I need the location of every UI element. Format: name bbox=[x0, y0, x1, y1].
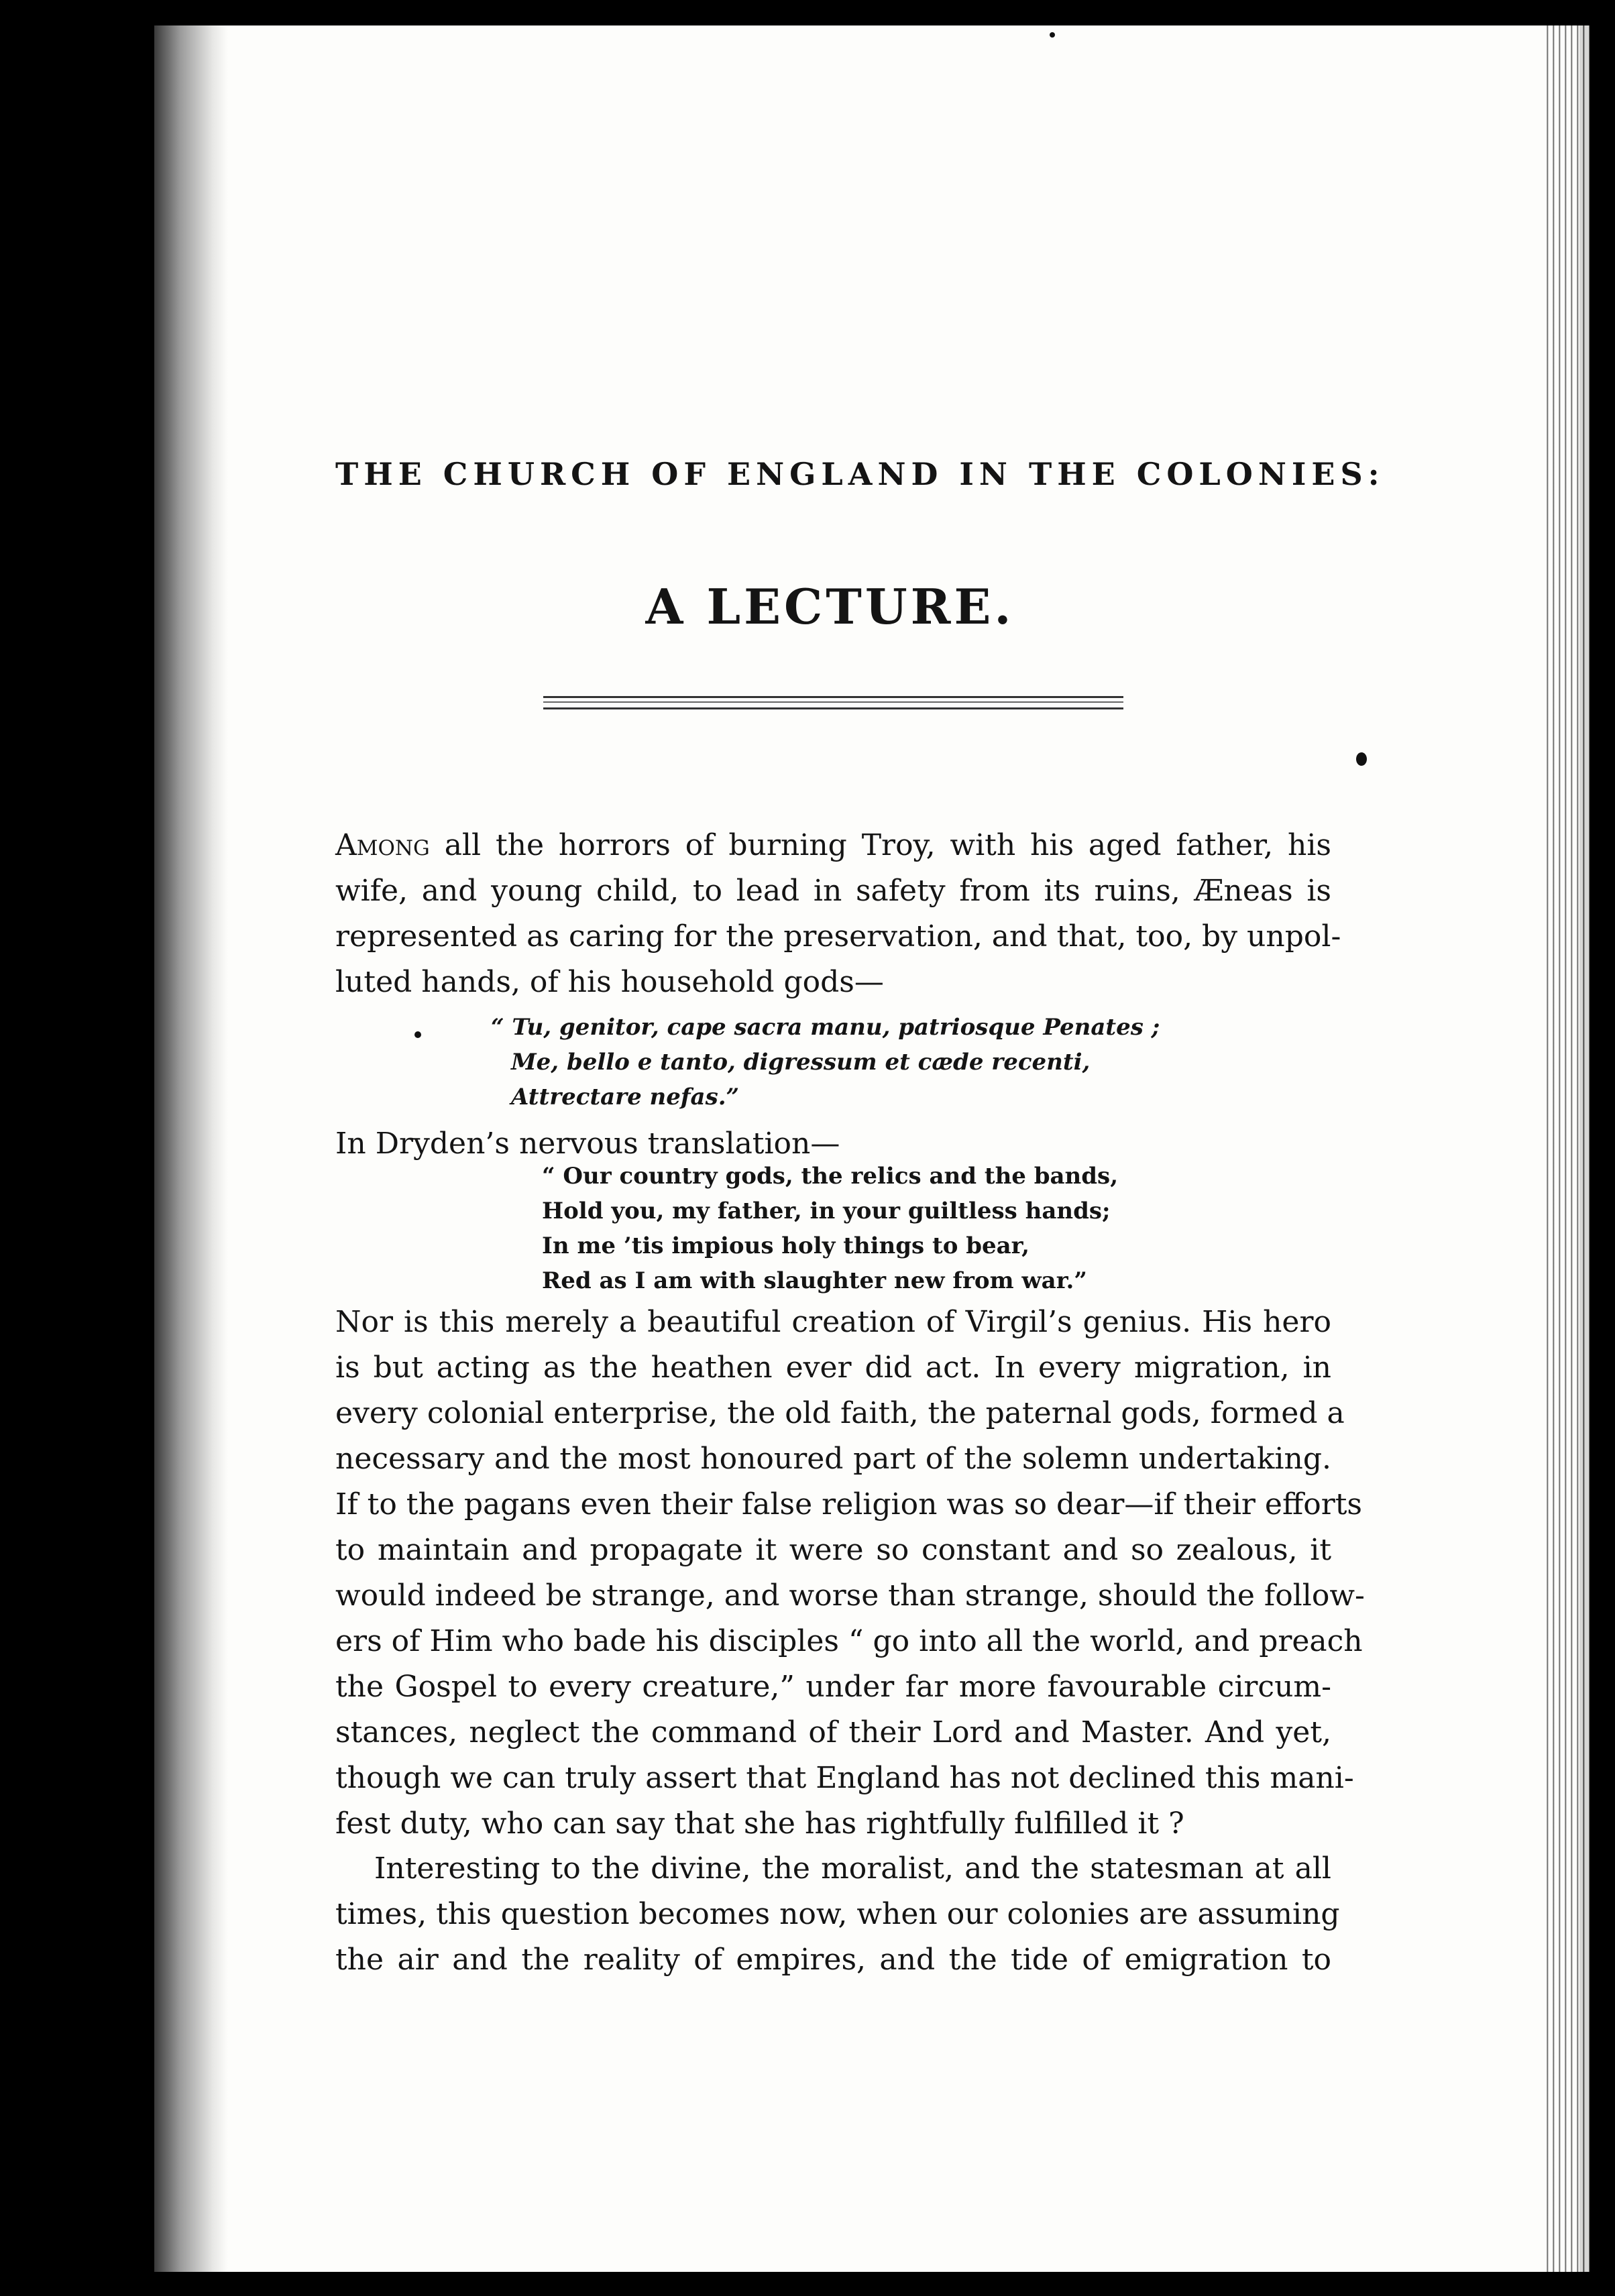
text-line: is but acting as the heathen ever did act. In every migration, in bbox=[335, 1351, 1331, 1385]
verse-line: Me, bello e tanto, digressum et cæde recenti, bbox=[511, 1049, 1091, 1076]
text-line: ers of Him who bade his disciples “ go into all the world, and preach bbox=[335, 1624, 1363, 1658]
ink-speck bbox=[414, 1031, 421, 1038]
verse-line: Hold you, my father, in your guiltless hands; bbox=[542, 1198, 1111, 1224]
text-line: the air and the reality of empires, and the tide of emigration to bbox=[335, 1943, 1331, 1977]
verse-line: In me ’tis impious holy things to bear, bbox=[542, 1232, 1029, 1259]
text-line: Nor is this merely a beautiful creation of Virgil’s genius. His hero bbox=[335, 1305, 1331, 1339]
verse-line: “ Our country gods, the relics and the bands, bbox=[542, 1163, 1119, 1190]
text-line: though we can truly assert that England has not declined this mani- bbox=[335, 1761, 1354, 1795]
text-line: stances, neglect the command of their Lord and Master. And yet, bbox=[335, 1715, 1331, 1749]
page-edges bbox=[1543, 25, 1590, 2272]
dryden-quotation bbox=[542, 1159, 1118, 1298]
text-line: every colonial enterprise, the old faith, the paternal gods, formed a bbox=[335, 1396, 1345, 1430]
verse-line: Attrectare nefas.” bbox=[511, 1084, 740, 1110]
text-line: In Dryden’s nervous translation— bbox=[335, 1127, 840, 1161]
text-line-rest: all the horrors of burning Troy, with his aged father, his bbox=[429, 828, 1331, 862]
binding-gutter bbox=[154, 25, 228, 2272]
verse-line: “ Tu, genitor, cape sacra manu, patriosque Penates ; bbox=[491, 1014, 1160, 1041]
lead-small-caps: Among bbox=[335, 828, 430, 862]
text-line: luted hands, of his household gods— bbox=[335, 965, 884, 999]
intro-paragraph bbox=[335, 823, 1341, 1005]
paragraph-main bbox=[335, 1300, 1365, 1847]
paragraph-continued bbox=[335, 1846, 1340, 1983]
text-line: the Gospel to every creature,” under far more favourable circum- bbox=[335, 1670, 1331, 1704]
text-line: represented as caring for the preservation, and that, too, by unpol- bbox=[335, 919, 1341, 954]
verse-line: Red as I am with slaughter new from war.” bbox=[542, 1267, 1087, 1294]
text-line: Interesting to the divine, the moralist, and the statesman at all bbox=[374, 1851, 1331, 1886]
ink-speck bbox=[1050, 32, 1055, 38]
page-subtitle: A LECTURE. bbox=[645, 578, 1015, 635]
text-line: wife, and young child, to lead in safety from its ruins, Æneas is bbox=[335, 874, 1331, 908]
text-line: fest duty, who can say that she has rightfully fulfilled it ? bbox=[335, 1806, 1184, 1841]
text-line: would indeed be strange, and worse than strange, should the follow- bbox=[335, 1578, 1365, 1613]
text-line: necessary and the most honoured part of the solemn undertaking. bbox=[335, 1442, 1331, 1476]
page-title: THE CHURCH OF ENGLAND IN THE COLONIES: bbox=[335, 456, 1385, 492]
text-line bbox=[335, 823, 1331, 868]
ink-speck bbox=[1356, 752, 1367, 766]
latin-quotation bbox=[491, 1010, 1160, 1114]
text-line: to maintain and propagate it were so constant and so zealous, it bbox=[335, 1533, 1331, 1567]
text-line: If to the pagans even their false religion was so dear—if their efforts bbox=[335, 1487, 1362, 1522]
double-rule-divider bbox=[543, 696, 1123, 709]
text-line: times, this question becomes now, when our colonies are assuming bbox=[335, 1897, 1340, 1931]
